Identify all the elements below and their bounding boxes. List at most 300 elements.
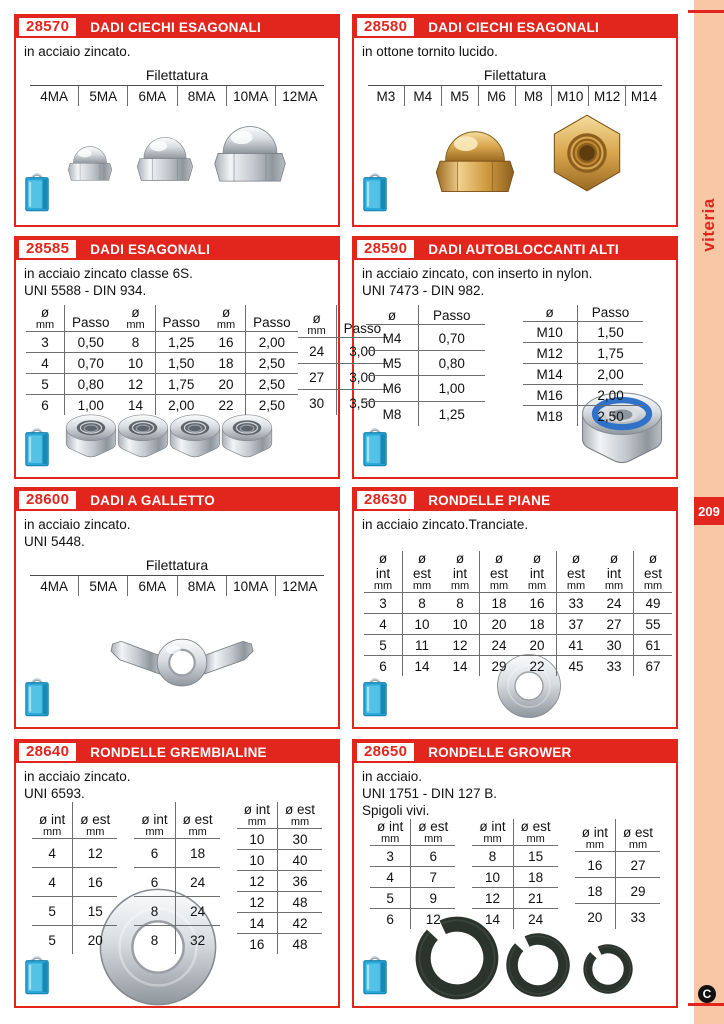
spec-row xyxy=(117,374,208,395)
spec-cell: 2,50 xyxy=(246,395,298,416)
spec-cell: 16 xyxy=(237,934,278,955)
spec-cell: 3 xyxy=(370,846,411,867)
spec-cell: 29 xyxy=(480,656,519,677)
spec-table xyxy=(32,802,117,954)
spec-col-header: ø est mm xyxy=(277,802,322,829)
spec-cell: 0,80 xyxy=(419,350,485,375)
thread-size: 12MA xyxy=(275,86,324,106)
spec-row xyxy=(518,593,595,614)
product-description: in acciaio zincato. xyxy=(24,44,131,59)
product-description: in acciaio zincato. UNI 6593. xyxy=(24,769,131,801)
spec-row xyxy=(237,934,322,955)
spec-cell: 22 xyxy=(207,395,246,416)
spec-cell: 14 xyxy=(237,913,278,934)
spec-cell: 0,70 xyxy=(419,325,485,350)
spec-cell: 10 xyxy=(237,829,278,850)
spec-cell: 8 xyxy=(472,846,513,867)
spec-row xyxy=(472,846,557,867)
spec-row xyxy=(237,913,322,934)
spec-cell: 20 xyxy=(518,635,557,656)
spec-cell: 4 xyxy=(32,868,73,897)
spec-cell: 9 xyxy=(411,888,456,909)
spec-cell: 6 xyxy=(134,839,175,868)
spec-cell: 32 xyxy=(175,926,220,954)
product-description: in acciaio zincato classe 6S. UNI 5588 - DIN 934. xyxy=(24,266,193,298)
spec-cell: 24 xyxy=(298,338,337,364)
thread-size: 6MA xyxy=(127,86,176,106)
spec-cell: 33 xyxy=(595,656,634,677)
spec-cell: 12 xyxy=(237,892,278,913)
spec-table xyxy=(370,819,455,929)
product-card-28585 xyxy=(14,236,382,479)
spec-cell: 18 xyxy=(175,839,220,868)
spec-table xyxy=(518,551,595,676)
spec-cell: 3,00 xyxy=(336,364,388,390)
spec-cell: 10 xyxy=(441,614,480,635)
spec-row xyxy=(26,395,117,416)
spec-table xyxy=(523,305,644,426)
spec-cell: 6 xyxy=(26,395,65,416)
spec-cell: 8 xyxy=(403,593,442,614)
spec-cell: 18 xyxy=(480,593,519,614)
spec-row xyxy=(134,839,219,868)
spec-row xyxy=(237,892,322,913)
spec-row xyxy=(134,868,219,897)
spec-row xyxy=(523,364,644,385)
spec-row xyxy=(441,656,518,677)
spec-col-header: Passo xyxy=(577,305,643,322)
thread-table-label: Filettatura xyxy=(145,67,209,83)
spec-cell: 12 xyxy=(472,888,513,909)
spec-col-header: ø est mm xyxy=(615,819,660,852)
thread-size: 4MA xyxy=(40,579,68,594)
spec-row xyxy=(26,332,117,353)
photo-brass-nut-front xyxy=(544,110,630,196)
spec-cell: 1,25 xyxy=(419,401,485,426)
spec-row xyxy=(366,376,485,401)
package-box-icon xyxy=(21,951,53,997)
spec-cell: 5 xyxy=(32,897,73,926)
spec-cell: 1,00 xyxy=(65,395,117,416)
spec-col-header: ø int mm xyxy=(604,551,624,592)
spec-cell: 27 xyxy=(615,852,660,878)
spec-cell: M6 xyxy=(366,376,419,401)
photo-wing-nut xyxy=(104,617,260,701)
spec-row xyxy=(472,909,557,930)
spec-col-header: Passo xyxy=(419,305,485,325)
spec-row xyxy=(518,635,595,656)
spec-table xyxy=(134,802,219,954)
spec-cell: 18 xyxy=(518,614,557,635)
spec-cell: 2,50 xyxy=(246,353,298,374)
spec-cell: 42 xyxy=(277,913,322,934)
product-code: 28590 xyxy=(357,240,414,258)
product-title: DADI CIECHI ESAGONALI xyxy=(90,19,261,35)
spec-row xyxy=(32,868,117,897)
thread-size-row xyxy=(30,575,324,596)
photo-brass-dome-nut xyxy=(429,106,521,198)
spec-col-header: ø int mm xyxy=(39,812,66,839)
photo-dome-nut-medium xyxy=(132,114,198,190)
spec-cell: 20 xyxy=(480,614,519,635)
spec-row xyxy=(32,839,117,868)
spec-col-header: ø est mm xyxy=(634,551,673,593)
thread-size: 10MA xyxy=(226,576,275,596)
spec-cell: 4 xyxy=(370,867,411,888)
spec-cell: 22 xyxy=(518,656,557,677)
spec-row xyxy=(364,635,441,656)
publisher-logo-icon: C xyxy=(698,985,716,1003)
spec-row xyxy=(370,867,455,888)
thread-size: 8MA xyxy=(177,86,226,106)
spec-cell: 27 xyxy=(298,364,337,390)
spec-row xyxy=(32,897,117,926)
spec-table-area xyxy=(16,802,338,954)
spec-col-header: ø est mm xyxy=(513,819,558,846)
spec-col-header: ø int mm xyxy=(450,551,470,592)
spec-cell: 3 xyxy=(26,332,65,353)
thread-size: 12MA xyxy=(275,576,324,596)
spec-cell: 36 xyxy=(277,871,322,892)
spec-cell: 10 xyxy=(472,867,513,888)
product-code: 28570 xyxy=(19,18,76,36)
product-header xyxy=(354,238,676,260)
product-code: 28600 xyxy=(19,491,76,509)
spec-row xyxy=(523,406,644,427)
product-title: RONDELLE GROWER xyxy=(428,744,572,760)
spec-col-header: ø est mm xyxy=(557,551,596,593)
spec-table xyxy=(575,819,660,929)
spec-cell: 1,75 xyxy=(577,343,643,364)
section-label: viteria xyxy=(699,198,718,252)
spec-cell: 21 xyxy=(513,888,558,909)
spec-row xyxy=(207,353,298,374)
spec-row xyxy=(518,656,595,677)
spec-row xyxy=(364,614,441,635)
product-title: DADI CIECHI ESAGONALI xyxy=(428,19,599,35)
product-card-28590 xyxy=(352,236,678,479)
spec-cell: 8 xyxy=(134,897,175,926)
spec-col-header: ø int mm xyxy=(373,551,393,592)
spec-cell: 24 xyxy=(175,897,220,926)
spec-cell: M8 xyxy=(366,401,419,426)
product-code: 28580 xyxy=(357,18,414,36)
spec-col-header: ø mm xyxy=(307,311,326,338)
photo-dome-nut-large xyxy=(208,98,292,192)
spec-cell: 1,50 xyxy=(155,353,207,374)
thread-size: M10 xyxy=(551,86,588,106)
spec-row xyxy=(26,374,117,395)
spec-cell: 3,00 xyxy=(336,338,388,364)
spec-cell: 14 xyxy=(441,656,480,677)
spec-cell: 6 xyxy=(134,868,175,897)
thread-table-label: Filettatura xyxy=(145,557,209,573)
spec-cell: 29 xyxy=(615,878,660,904)
spec-row xyxy=(32,926,117,954)
thread-size: 4MA xyxy=(40,89,68,104)
spec-cell: 2,00 xyxy=(155,395,207,416)
spec-cell: 14 xyxy=(403,656,442,677)
spec-cell: 24 xyxy=(480,635,519,656)
spec-cell: 24 xyxy=(175,868,220,897)
spec-cell: 45 xyxy=(557,656,596,677)
product-card-28600 xyxy=(14,487,340,729)
spec-cell: 11 xyxy=(403,635,442,656)
spec-row xyxy=(117,353,208,374)
product-code: 28585 xyxy=(19,240,76,258)
product-description: in acciaio zincato, con inserto in nylon. UNI 7473 - DIN 982. xyxy=(362,266,593,298)
spec-table xyxy=(117,305,208,415)
spec-table xyxy=(366,305,485,426)
photo-dome-nut-small xyxy=(64,128,116,188)
spec-row xyxy=(441,593,518,614)
spec-cell: M16 xyxy=(523,385,578,406)
thread-size: M5 xyxy=(441,86,478,106)
spec-row xyxy=(523,322,644,343)
spec-cell: 14 xyxy=(117,395,156,416)
spec-cell: 7 xyxy=(411,867,456,888)
thread-size: 6MA xyxy=(127,576,176,596)
spec-cell: 33 xyxy=(615,904,660,929)
spec-cell: 18 xyxy=(207,353,246,374)
product-header xyxy=(354,16,676,38)
spec-col-header: Passo xyxy=(155,305,207,332)
spec-row xyxy=(575,878,660,904)
product-title: RONDELLE PIANE xyxy=(428,492,551,508)
spec-row xyxy=(595,614,672,635)
package-box-icon xyxy=(359,951,391,997)
spec-row xyxy=(364,593,441,614)
thread-size-table xyxy=(30,557,324,596)
spec-row xyxy=(523,385,644,406)
product-code: 28640 xyxy=(19,743,76,761)
product-title: RONDELLE GREMBIALINE xyxy=(90,744,267,760)
spec-cell: 24 xyxy=(595,593,634,614)
spec-cell: 6 xyxy=(411,846,456,867)
spec-row xyxy=(207,395,298,416)
spec-col-header: ø xyxy=(545,305,554,320)
product-card-28630 xyxy=(352,487,678,729)
spec-cell: 10 xyxy=(117,353,156,374)
spec-row xyxy=(237,829,322,850)
spec-row xyxy=(370,909,455,930)
spec-row xyxy=(117,395,208,416)
sidebar-top-rule xyxy=(688,10,724,13)
product-title: DADI ESAGONALI xyxy=(90,241,211,257)
spec-cell: M18 xyxy=(523,406,578,427)
spec-cell: 5 xyxy=(32,926,73,954)
spec-cell: 40 xyxy=(277,850,322,871)
spec-row xyxy=(366,350,485,375)
spec-cell: 67 xyxy=(634,656,673,677)
spec-col-header: ø int mm xyxy=(479,819,506,845)
spec-col-header: ø int mm xyxy=(377,819,404,845)
thread-table-label: Filettatura xyxy=(483,67,547,83)
thread-size: M12 xyxy=(588,86,625,106)
package-box-icon xyxy=(359,673,391,719)
spec-cell: 6 xyxy=(364,656,403,677)
spec-cell: M10 xyxy=(523,322,578,343)
photo-grower-washer-small xyxy=(580,941,636,997)
spec-cell: 2,00 xyxy=(246,332,298,353)
spec-cell: 2,00 xyxy=(577,385,643,406)
product-card-28580 xyxy=(352,14,678,227)
spec-table xyxy=(237,802,322,954)
package-box-icon xyxy=(21,168,53,214)
thread-size-row xyxy=(368,85,662,106)
spec-row xyxy=(366,401,485,426)
spec-row xyxy=(117,332,208,353)
package-box-icon xyxy=(359,423,391,469)
spec-cell: 4 xyxy=(32,839,73,868)
spec-row xyxy=(595,635,672,656)
spec-cell: 15 xyxy=(513,846,558,867)
product-card-28650 xyxy=(352,739,678,1008)
product-code: 28650 xyxy=(357,743,414,761)
spec-cell: M14 xyxy=(523,364,578,385)
spec-col-header: ø int mm xyxy=(581,825,608,852)
spec-col-header: ø mm xyxy=(216,305,236,331)
spec-table xyxy=(207,305,298,415)
spec-table-area xyxy=(16,305,382,415)
spec-cell: 1,75 xyxy=(155,374,207,395)
spec-cell: M4 xyxy=(366,325,419,350)
spec-cell: 20 xyxy=(575,904,616,929)
spec-row xyxy=(237,850,322,871)
thread-size: 10MA xyxy=(226,86,275,106)
product-header xyxy=(16,741,338,763)
product-header xyxy=(16,238,338,260)
spec-cell: 5 xyxy=(364,635,403,656)
spec-cell: 3,50 xyxy=(336,390,388,415)
spec-cell: 4 xyxy=(364,614,403,635)
spec-cell: 5 xyxy=(26,374,65,395)
product-description: in acciaio. UNI 1751 - DIN 127 B. Spigoli vivi. xyxy=(362,769,498,818)
spec-cell: M12 xyxy=(523,343,578,364)
spec-cell: 2,50 xyxy=(246,374,298,395)
package-box-icon xyxy=(21,423,53,469)
spec-row xyxy=(441,614,518,635)
spec-row xyxy=(366,325,485,350)
sidebar-bottom-rule xyxy=(688,1003,724,1006)
spec-cell: 3 xyxy=(364,593,403,614)
spec-cell: 12 xyxy=(411,909,456,930)
spec-row xyxy=(134,897,219,926)
product-header xyxy=(16,489,338,511)
spec-cell: 1,25 xyxy=(155,332,207,353)
spec-col-header: ø est mm xyxy=(403,551,442,593)
page-number-badge: 209 xyxy=(694,497,724,525)
spec-cell: 0,80 xyxy=(65,374,117,395)
spec-col-header: ø int mm xyxy=(141,812,168,839)
spec-cell: 8 xyxy=(117,332,156,353)
spec-cell: 48 xyxy=(277,892,322,913)
package-box-icon xyxy=(359,168,391,214)
spec-col-header: ø int mm xyxy=(243,802,270,828)
product-description: in ottone tornito lucido. xyxy=(362,44,498,59)
spec-cell: 4 xyxy=(26,353,65,374)
spec-cell: 1,50 xyxy=(577,322,643,343)
spec-col-header: Passo xyxy=(65,305,117,332)
product-header xyxy=(16,16,338,38)
spec-cell: 30 xyxy=(298,390,337,415)
spec-cell: 0,50 xyxy=(65,332,117,353)
spec-cell: M5 xyxy=(366,350,419,375)
spec-cell: 24 xyxy=(513,909,558,930)
spec-col-header: ø int mm xyxy=(527,551,547,592)
spec-cell: 2,50 xyxy=(577,406,643,427)
spec-row xyxy=(595,656,672,677)
spec-cell: 18 xyxy=(575,878,616,904)
spec-cell: 16 xyxy=(575,852,616,878)
spec-col-header: ø est mm xyxy=(175,802,220,839)
spec-row xyxy=(237,871,322,892)
spec-row xyxy=(472,867,557,888)
thread-size: M14 xyxy=(625,86,662,106)
spec-row xyxy=(595,593,672,614)
spec-col-header: ø mm xyxy=(126,305,145,331)
product-description: in acciaio zincato. UNI 5448. xyxy=(24,517,131,549)
spec-cell: 61 xyxy=(634,635,673,656)
spec-cell: 12 xyxy=(117,374,156,395)
spec-row xyxy=(364,656,441,677)
product-title: DADI AUTOBLOCCANTI ALTI xyxy=(428,241,619,257)
product-header xyxy=(354,741,676,763)
thread-size: M3 xyxy=(376,89,396,104)
spec-cell: 20 xyxy=(207,374,246,395)
thread-size: 5MA xyxy=(78,576,127,596)
spec-row xyxy=(575,904,660,929)
spec-col-header: ø est mm xyxy=(73,802,118,839)
product-header xyxy=(354,489,676,511)
spec-cell: 12 xyxy=(73,839,118,868)
spec-col-header: ø est mm xyxy=(411,819,456,846)
spec-row xyxy=(370,888,455,909)
product-title: DADI A GALLETTO xyxy=(90,492,215,508)
thread-size: M8 xyxy=(515,86,552,106)
thread-size: M6 xyxy=(478,86,515,106)
spec-col-header: Passo xyxy=(336,305,388,338)
spec-col-header: ø est mm xyxy=(480,551,519,593)
product-description: in acciaio zincato.Tranciate. xyxy=(362,517,529,532)
spec-cell: 30 xyxy=(595,635,634,656)
spec-col-header: Passo xyxy=(246,305,298,332)
spec-row xyxy=(472,888,557,909)
spec-table-area xyxy=(354,305,676,426)
spec-row xyxy=(575,852,660,878)
spec-row xyxy=(518,614,595,635)
spec-cell: 16 xyxy=(518,593,557,614)
spec-row xyxy=(207,374,298,395)
spec-cell: 55 xyxy=(634,614,673,635)
spec-row xyxy=(523,343,644,364)
spec-cell: 8 xyxy=(134,926,175,954)
spec-cell: 16 xyxy=(73,868,118,897)
spec-row xyxy=(134,926,219,954)
spec-table xyxy=(472,819,557,929)
spec-cell: 33 xyxy=(557,593,596,614)
spec-cell: 8 xyxy=(441,593,480,614)
thread-size: 5MA xyxy=(78,86,127,106)
spec-col-header: ø mm xyxy=(35,305,55,331)
package-box-icon xyxy=(21,673,53,719)
spec-table xyxy=(595,551,672,676)
spec-table-area xyxy=(354,819,676,929)
spec-cell: 20 xyxy=(73,926,118,954)
spec-cell: 10 xyxy=(403,614,442,635)
spec-cell: 41 xyxy=(557,635,596,656)
spec-cell: 27 xyxy=(595,614,634,635)
